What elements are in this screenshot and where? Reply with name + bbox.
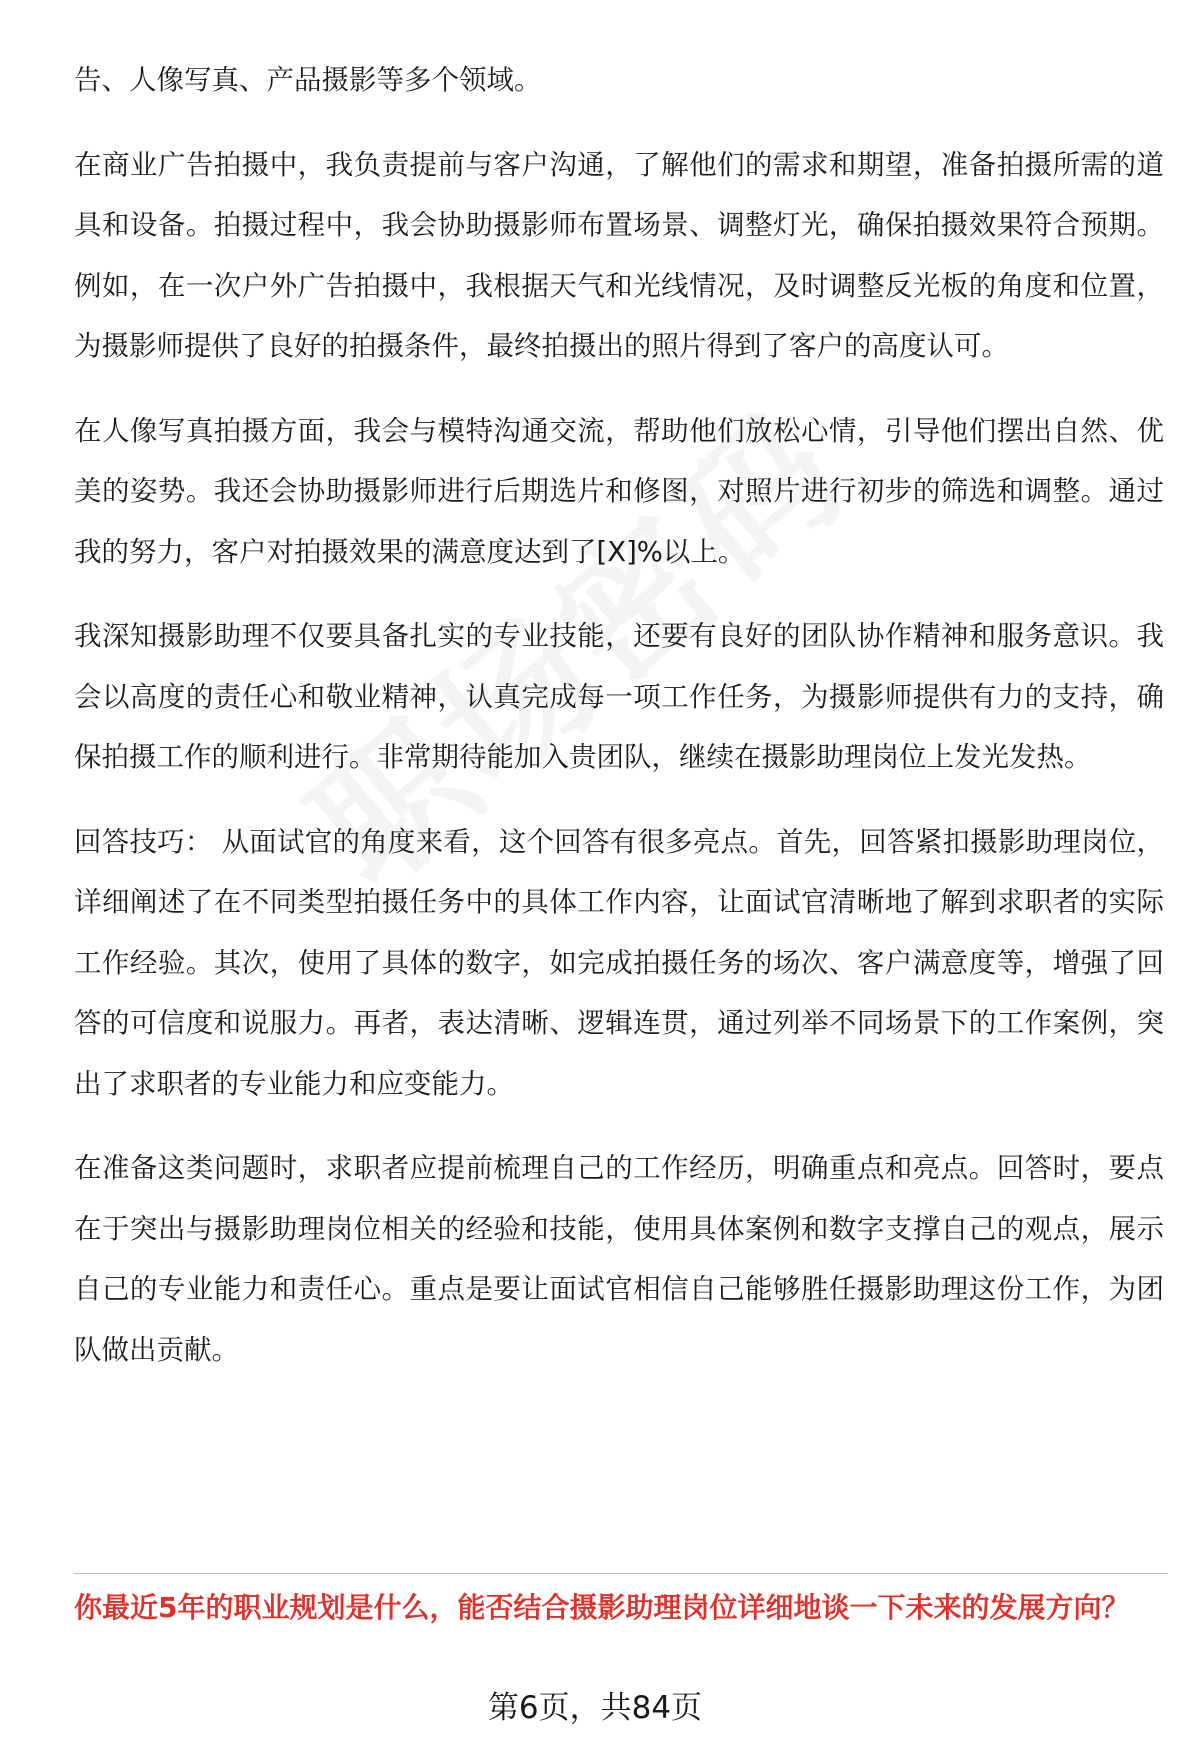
divider	[74, 1573, 1168, 1574]
paragraph-continuation: 告、人像写真、产品摄影等多个领域。	[74, 64, 542, 96]
paragraph-teamwork: 我深知摄影助理不仅要具备扎实的专业技能，还要有良好的团队协作精神和服务意识。我会以高度的责任心和敬业精神，认真完成每一项工作任务，为摄影师提供有力的支持，确保拍摄工作的顺利进行。非常期待能加入贵团队，继续在摄影助理岗位上发光发热。	[74, 620, 1164, 773]
page-number: 第6页，共84页	[487, 1690, 703, 1726]
question-heading: 你最近5年的职业规划是什么，能否结合摄影助理岗位详细地谈一下未来的发展方向？	[74, 1591, 1130, 1624]
paragraph-portrait-shoot: 在人像写真拍摄方面，我会与模特沟通交流，帮助他们放松心情，引导他们摆出自然、优美的姿势。我还会协助摄影师进行后期选片和修图，对照片进行初步的筛选和调整。通过我的努力，客户对拍摄效果的满意度达到了[X]%以上。	[74, 414, 1164, 568]
paragraph-preparation: 在准备这类问题时，求职者应提前梳理自己的工作经历，明确重点和亮点。回答时，要点在于突出与摄影助理岗位相关的经验和技能，使用具体案例和数字支撑自己的观点，展示自己的专业能力和责任心。重点是要让面试官相信自己能够胜任摄影助理这份工作，为团队做出贡献。	[74, 1152, 1164, 1366]
paragraph-answer-tips: 回答技巧： 从面试官的角度来看，这个回答有很多亮点。首先，回答紧扣摄影助理岗位，详细阐述了在不同类型拍摄任务中的具体工作内容，让面试官清晰地了解到求职者的实际工作经验。其次，使用了具体的数字，如完成拍摄任务的场次、客户满意度等，增强了回答的可信度和说服力。再者，表达清晰、逻辑连贯，通过列举不同场景下的工作案例，突出了求职者的专业能力和应变能力。	[74, 825, 1164, 1100]
paragraph-commercial-shoot: 在商业广告拍摄中，我负责提前与客户沟通，了解他们的需求和期望，准备拍摄所需的道具和设备。拍摄过程中，我会协助摄影师布置场景、调整灯光，确保拍摄效果符合预期。例如，在一次户外广告拍摄中，我根据天气和光线情况，及时调整反光板的角度和位置，为摄影师提供了良好的拍摄条件，最终拍摄出的照片得到了客户的高度认可。	[74, 148, 1164, 362]
document-body	[74, 50, 1164, 1404]
